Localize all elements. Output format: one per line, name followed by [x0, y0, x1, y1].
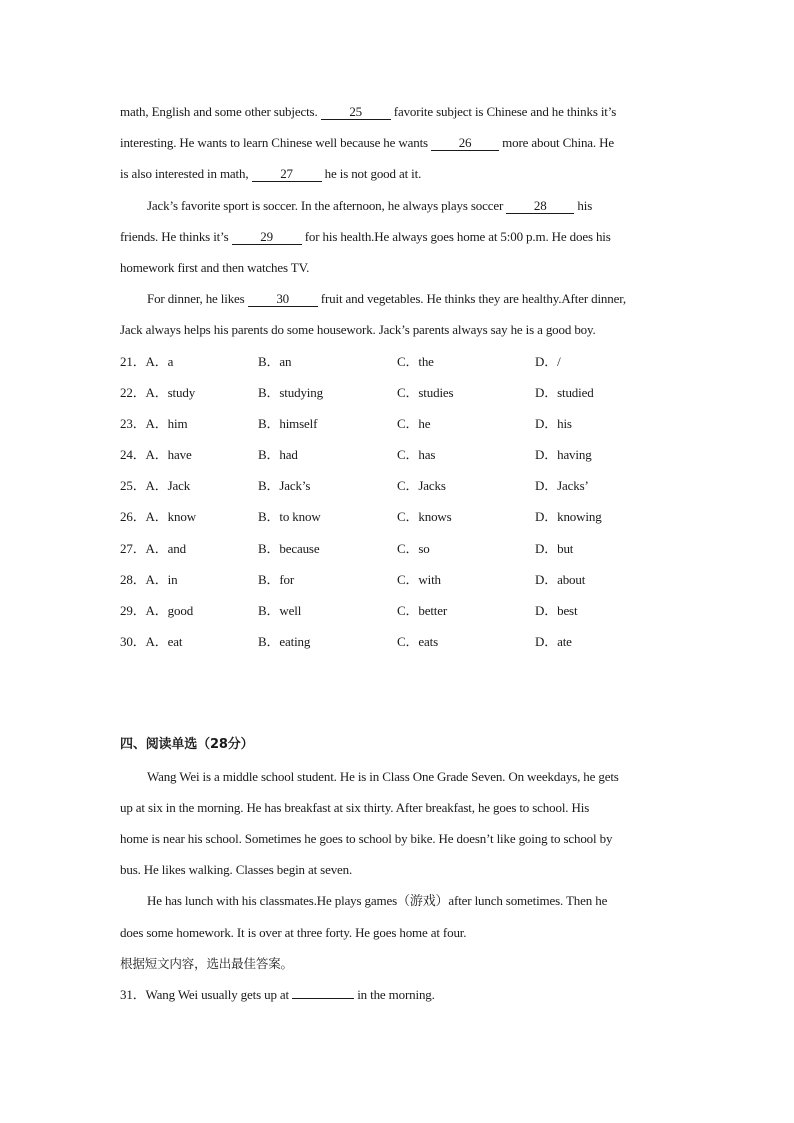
reading-line-5: He has lunch with his classmates.He plays games（游戏）after lunch sometimes. Then he: [147, 893, 608, 909]
option-b[interactable]: B．eating: [258, 634, 311, 650]
option-b[interactable]: B．for: [258, 571, 295, 587]
question-26: [120, 506, 676, 537]
question-22: [120, 382, 676, 413]
blank-30[interactable]: [248, 291, 318, 307]
option-c[interactable]: C．the: [397, 353, 434, 369]
question-30: [120, 631, 676, 662]
option-d[interactable]: D．but: [535, 540, 574, 556]
question-31: [120, 984, 676, 1015]
question-29: [120, 600, 676, 631]
option-a[interactable]: 28．A．in: [120, 571, 178, 587]
passage-line-2: [120, 132, 676, 163]
option-d[interactable]: D．studied: [535, 384, 594, 400]
option-a[interactable]: 23．A．him: [120, 415, 188, 431]
passage-text: interesting. He wants to learn Chinese well because he wants: [120, 135, 432, 151]
question-text: 31．Wang Wei usually gets up at: [120, 986, 293, 1002]
option-b[interactable]: B．because: [258, 540, 320, 556]
passage-text: his: [574, 197, 593, 213]
reading-line-2: up at six in the morning. He has breakfast at six thirty. After breakfast, he goes to school. His: [120, 799, 590, 815]
question-text: in the morning.: [354, 986, 435, 1002]
blank-number: 28: [533, 197, 547, 213]
passage-text: friends. He thinks it’s: [120, 228, 232, 244]
option-a[interactable]: 24．A．have: [120, 447, 192, 463]
option-c[interactable]: C．with: [397, 571, 441, 587]
option-c[interactable]: C．Jacks: [397, 478, 446, 494]
passage-text: Jack’s favorite sport is soccer. In the afternoon, he always plays soccer: [147, 197, 507, 213]
document-page: [120, 101, 676, 1015]
passage-text: favorite subject is Chinese and he thinks it’s: [390, 104, 617, 119]
blank-28[interactable]: [506, 198, 574, 214]
option-a[interactable]: 22．A．study: [120, 384, 196, 400]
section-spacer: [120, 662, 676, 734]
option-d[interactable]: D．having: [535, 447, 592, 463]
passage-line-8: [120, 319, 676, 350]
option-d[interactable]: D．about: [535, 571, 586, 587]
reading-line-4: bus. He likes walking. Classes begin at seven.: [120, 862, 353, 878]
blank-number: 26: [458, 135, 472, 151]
blank-29[interactable]: [232, 229, 302, 245]
option-b[interactable]: B．had: [258, 447, 298, 463]
option-c[interactable]: C．he: [397, 415, 431, 431]
passage-line-1: [120, 101, 676, 132]
option-d[interactable]: D．Jacks’: [535, 478, 589, 494]
option-d[interactable]: D．his: [535, 415, 572, 431]
option-a[interactable]: 26．A．know: [120, 509, 196, 525]
passage-text: is also interested in math,: [120, 166, 252, 182]
passage-line-6: [120, 257, 676, 288]
passage-text: For dinner, he likes: [147, 291, 248, 307]
blank-number: 27: [280, 166, 293, 182]
reading-line-1: Wang Wei is a middle school student. He is in Class One Grade Seven. On weekdays, he gets: [147, 768, 619, 784]
option-b[interactable]: B．well: [258, 603, 302, 618]
passage-text: for his health.He always goes home at 5:00 p.m. He does his: [301, 228, 611, 244]
passage-text: more about China. He: [499, 135, 614, 151]
passage-line-7: [120, 288, 676, 319]
passage-text: he is not good at it.: [321, 166, 422, 182]
question-21: [120, 351, 676, 382]
question-28: [120, 569, 676, 600]
option-c[interactable]: C．so: [397, 540, 430, 556]
answer-blank-31[interactable]: [292, 998, 354, 999]
option-b[interactable]: B．Jack’s: [258, 478, 311, 494]
option-b[interactable]: B．an: [258, 353, 292, 369]
option-a[interactable]: 27．A．and: [120, 540, 186, 556]
blank-number: 29: [260, 228, 273, 244]
option-d[interactable]: D．best: [535, 603, 578, 618]
option-b[interactable]: B．himself: [258, 415, 318, 431]
option-c[interactable]: C．better: [397, 603, 448, 618]
option-c[interactable]: C．studies: [397, 384, 454, 400]
instruction-text: 根据短文内容，选出最佳答案。: [120, 955, 293, 971]
option-b[interactable]: B．studying: [258, 384, 323, 400]
passage-text: Jack always helps his parents do some housework. Jack’s parents always say he is a good boy.: [120, 322, 596, 338]
passage-line-3: [120, 163, 676, 194]
option-d[interactable]: D．/: [535, 353, 561, 369]
option-a[interactable]: 25．A．Jack: [120, 478, 191, 494]
question-27: [120, 538, 676, 569]
question-25: [120, 475, 676, 506]
option-c[interactable]: C．knows: [397, 509, 452, 525]
blank-26[interactable]: [431, 135, 499, 151]
passage-text: homework first and then watches TV.: [120, 259, 310, 275]
blank-number: 30: [276, 291, 290, 307]
passage-text: math, English and some other subjects.: [120, 104, 321, 119]
option-d[interactable]: D．ate: [535, 634, 572, 650]
option-c[interactable]: C．eats: [397, 634, 438, 650]
section-heading: 四、阅读单选（28分）: [120, 737, 254, 753]
option-a[interactable]: 21．A．a: [120, 353, 174, 369]
passage-line-4: [120, 195, 676, 226]
reading-line-3: home is near his school. Sometimes he goes to school by bike. He doesn’t like going to school by: [120, 830, 613, 846]
option-c[interactable]: C．has: [397, 447, 436, 463]
option-a[interactable]: 30．A．eat: [120, 634, 183, 650]
option-d[interactable]: D．knowing: [535, 509, 602, 525]
passage-text: fruit and vegetables. He thinks they are healthy.After dinner,: [317, 291, 626, 307]
option-a[interactable]: 29．A．good: [120, 603, 194, 618]
question-24: [120, 444, 676, 475]
option-b[interactable]: B．to know: [258, 509, 321, 525]
blank-25[interactable]: [321, 104, 391, 120]
reading-line-6: does some homework. It is over at three forty. He goes home at four.: [120, 924, 467, 940]
question-23: [120, 413, 676, 444]
passage-line-5: [120, 226, 676, 257]
blank-number: 25: [349, 104, 363, 119]
blank-27[interactable]: [252, 166, 322, 182]
